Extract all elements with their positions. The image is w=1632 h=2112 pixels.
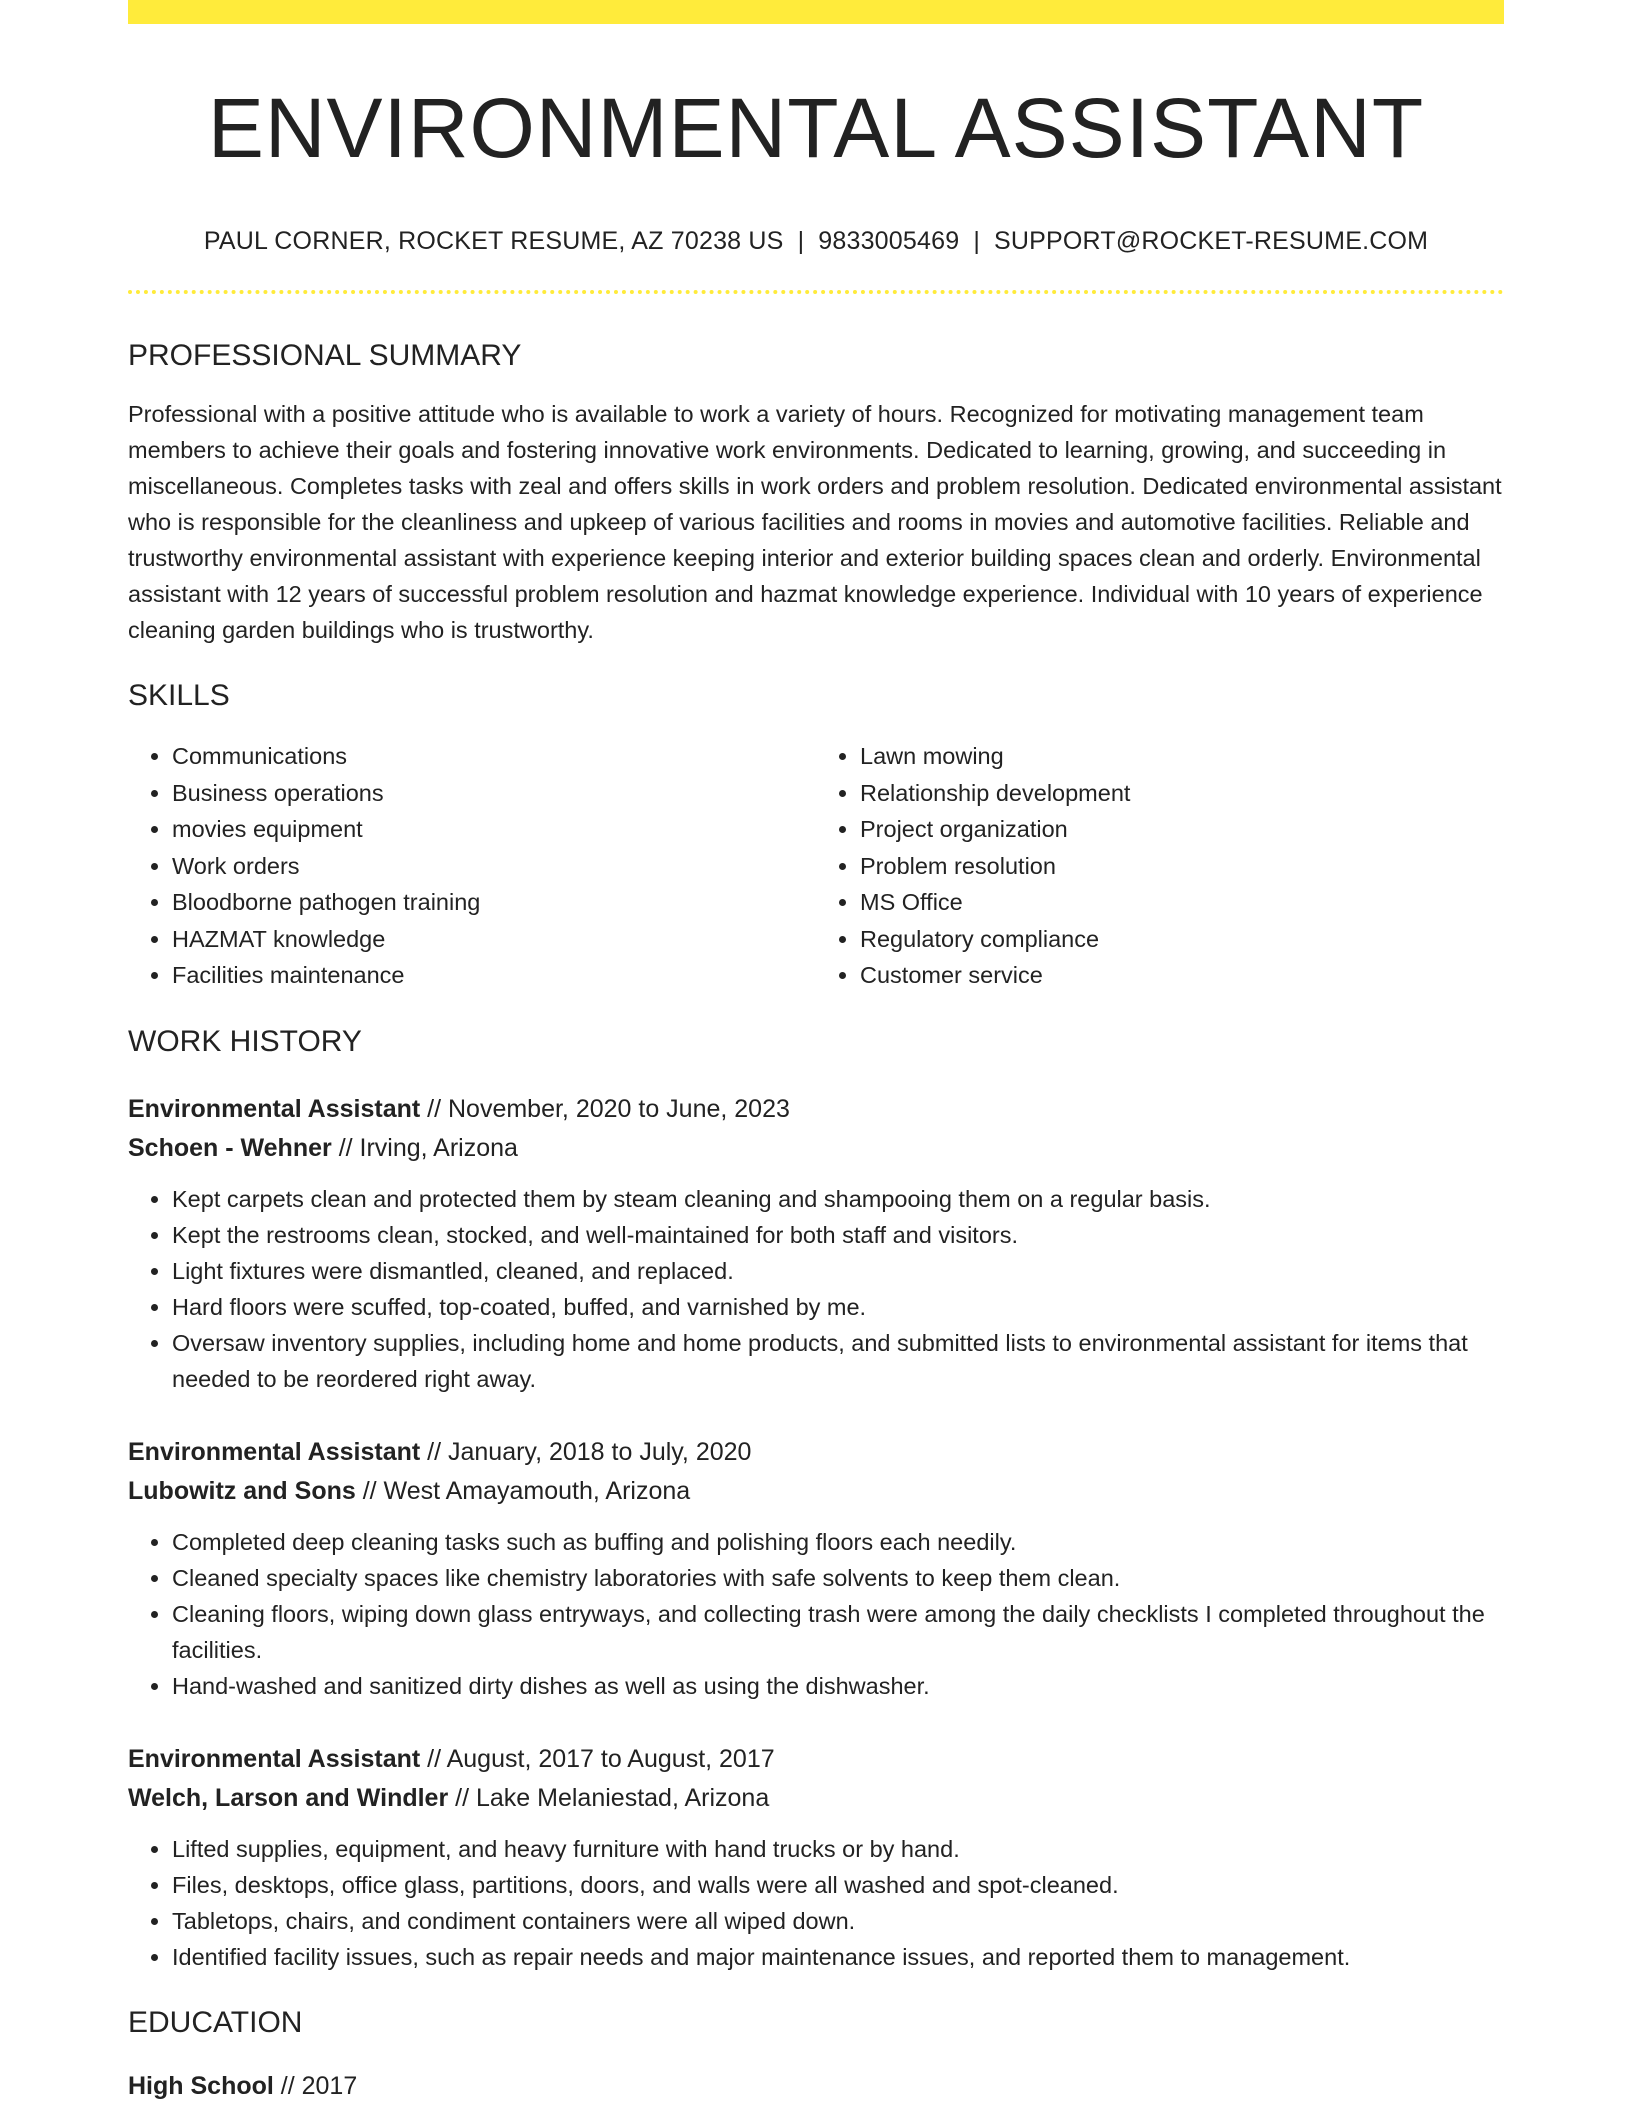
skill-item: • Project organization [860, 811, 1504, 848]
skill-item: • Work orders [172, 848, 816, 885]
skill-item: • Communications [172, 738, 816, 775]
job-duty: • Light fixtures were dismantled, cleaned, and replaced. [172, 1253, 1504, 1289]
job-duty: • Oversaw inventory supplies, including home and home products, and submitted lists to environmental assistant for items that needed to be reordered right away. [172, 1325, 1504, 1397]
skill-item: • MS Office [860, 884, 1504, 921]
job-company: Lubowitz and Sons [128, 1476, 356, 1505]
skill-item: • Bloodborne pathogen training [172, 884, 816, 921]
skill-item: • movies equipment [172, 811, 816, 848]
job-entry [128, 1433, 1504, 1704]
job-duty: • Tabletops, chairs, and condiment containers were all wiped down. [172, 1903, 1504, 1939]
job-dates: // November, 2020 to June, 2023 [420, 1094, 790, 1123]
job-duty: • Hard floors were scuffed, top-coated, buffed, and varnished by me. [172, 1289, 1504, 1325]
summary-heading: PROFESSIONAL SUMMARY [128, 339, 522, 373]
job-company: Welch, Larson and Windler [128, 1783, 449, 1812]
job-company-line [128, 1129, 1504, 1168]
job-title-line [128, 1090, 1504, 1129]
skill-item: • HAZMAT knowledge [172, 921, 816, 958]
job-company: Schoen - Wehner [128, 1133, 332, 1162]
job-dates: // January, 2018 to July, 2020 [420, 1437, 752, 1466]
contact-separator: | [973, 227, 981, 256]
education-heading: EDUCATION [128, 2005, 303, 2039]
contact-separator: | [797, 227, 805, 256]
job-duty: • Hand-washed and sanitized dirty dishes as well as using the dishwasher. [172, 1668, 1504, 1704]
job-duty: • Identified facility issues, such as repair needs and major maintenance issues, and reported them to management. [172, 1939, 1504, 1975]
job-duty: • Kept the restrooms clean, stocked, and well-maintained for both staff and visitors. [172, 1217, 1504, 1253]
job-duties-list [128, 1831, 1504, 1975]
skill-item: • Lawn mowing [860, 738, 1504, 775]
job-location: // West Amayamouth, Arizona [355, 1476, 691, 1505]
job-duties-list [128, 1181, 1504, 1397]
accent-top-bar [128, 0, 1504, 24]
skill-item: • Customer service [860, 957, 1504, 994]
skill-item: • Relationship development [860, 775, 1504, 812]
job-location: // Lake Melaniestad, Arizona [448, 1783, 770, 1812]
work-history-heading: WORK HISTORY [128, 1024, 362, 1058]
education-school: High School [128, 2071, 274, 2100]
contact-phone: 9833005469 [818, 227, 960, 256]
job-role: Environmental Assistant [128, 1094, 421, 1123]
job-duty: • Kept carpets clean and protected them by steam cleaning and shampooing them on a regular basis. [172, 1181, 1504, 1217]
skill-item: • Business operations [172, 775, 816, 812]
job-duty: • Completed deep cleaning tasks such as buffing and polishing floors each needily. [172, 1524, 1504, 1560]
job-location: // Irving, Arizona [331, 1133, 518, 1162]
contact-address: PAUL CORNER, ROCKET RESUME, AZ 70238 US [203, 227, 784, 256]
skills-left-column [128, 738, 816, 994]
skills-heading: SKILLS [128, 679, 230, 713]
job-entry [128, 1740, 1504, 1975]
education-year: // 2017 [273, 2071, 358, 2100]
dotted-divider [128, 290, 1504, 294]
job-role: Environmental Assistant [128, 1437, 421, 1466]
education-entry [128, 2067, 1504, 2106]
skill-item: • Problem resolution [860, 848, 1504, 885]
job-company-line [128, 1472, 1504, 1511]
contact-email: SUPPORT@ROCKET-RESUME.COM [994, 227, 1429, 256]
job-dates: // August, 2017 to August, 2017 [420, 1744, 775, 1773]
job-duty: • Cleaning floors, wiping down glass entryways, and collecting trash were among the daily checklists I completed throughout the facilities. [172, 1596, 1504, 1668]
skill-item: • Regulatory compliance [860, 921, 1504, 958]
job-duty: • Lifted supplies, equipment, and heavy furniture with hand trucks or by hand. [172, 1831, 1504, 1867]
job-duties-list [128, 1524, 1504, 1704]
summary-text: Professional with a positive attitude who is available to work a variety of hours. Recognized for motivating management team members to achieve their goals and fostering innovative work environments. Dedicated to learning, growing, and succeeding in miscellaneous. Completes tasks with zeal and offers skills in work orders and problem resolution. Dedicated environmental assistant who is responsible for the cleanliness and upkeep of various facilities and rooms in movies and automotive facilities. Reliable and trustworthy environmental assistant with experience keeping interior and exterior building spaces clean and orderly. Environmental assistant with 12 years of successful problem resolution and hazmat knowledge experience. Individual with 10 years of experience cleaning garden buildings who is trustworthy. [128, 401, 1502, 644]
job-entry [128, 1090, 1504, 1397]
job-title-line [128, 1740, 1504, 1779]
job-duty: • Files, desktops, office glass, partitions, doors, and walls were all washed and spot-cleaned. [172, 1867, 1504, 1903]
job-duty: • Cleaned specialty spaces like chemistry laboratories with safe solvents to keep them clean. [172, 1560, 1504, 1596]
skills-grid [128, 738, 1504, 994]
resume-title: ENVIRONMENTAL ASSISTANT [207, 81, 1425, 175]
job-company-line [128, 1779, 1504, 1818]
skill-item: • Facilities maintenance [172, 957, 816, 994]
skills-right-column [816, 738, 1504, 994]
job-title-line [128, 1433, 1504, 1472]
contact-line [128, 226, 1504, 256]
resume-page [128, 0, 1504, 2106]
job-role: Environmental Assistant [128, 1744, 421, 1773]
